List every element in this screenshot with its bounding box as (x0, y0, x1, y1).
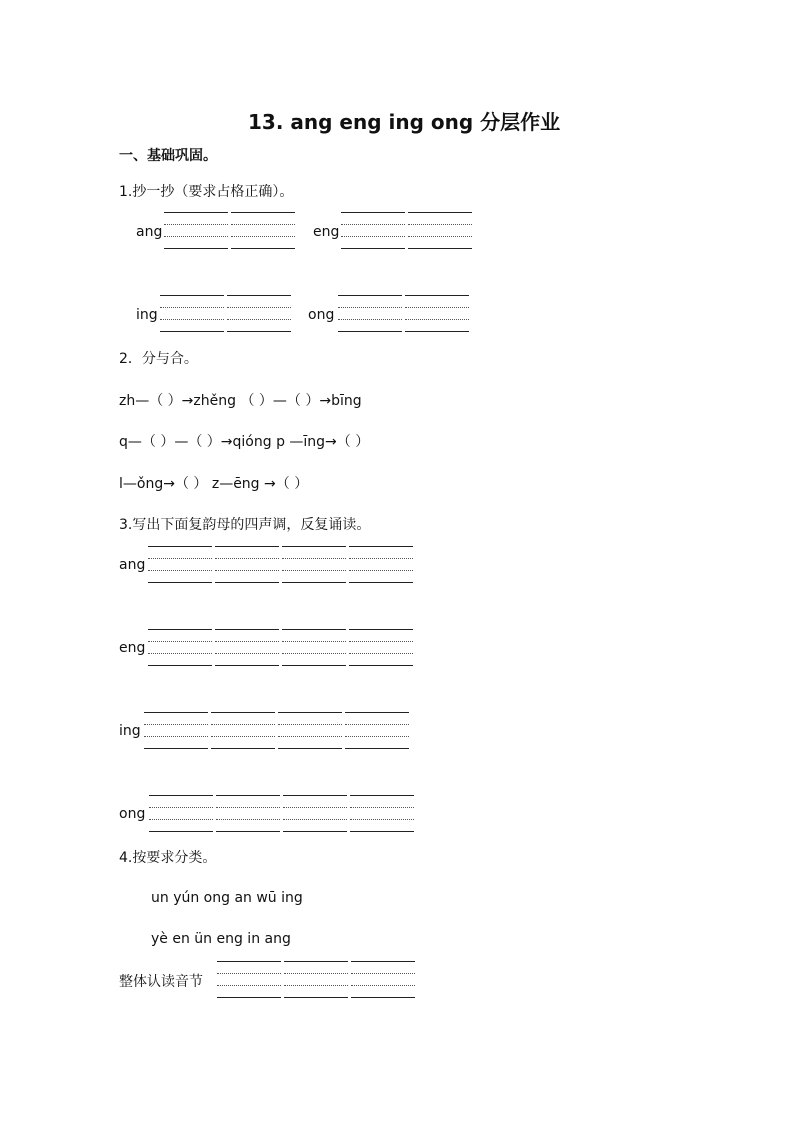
grid-cell[interactable] (349, 546, 413, 582)
q1-label-ing: ing (136, 307, 158, 323)
q2-row-2: q—（ ）—（ ）→qióng p —īng→（ ） (119, 434, 370, 450)
question-3-prompt: 3.写出下面复韵母的四声调，反复诵读。 (119, 517, 371, 533)
grid-cell[interactable] (217, 961, 281, 997)
q2-row-3: l—ǒng→（ ） z—ēng →（ ） (119, 476, 309, 492)
page-title: 13. ang eng ing ong 分层作业 (248, 110, 561, 134)
question-1-prompt: 1.抄一抄（要求占格正确）。 (119, 184, 294, 200)
grid-cell[interactable] (149, 795, 213, 831)
grid-cell[interactable] (144, 712, 208, 748)
section-heading: 一、基础巩固。 (119, 148, 217, 164)
q3-label-ang: ang (119, 557, 146, 573)
grid-cell[interactable] (405, 295, 469, 331)
grid-cell[interactable] (408, 212, 472, 248)
grid-cell[interactable] (211, 712, 275, 748)
grid-cell[interactable] (231, 212, 295, 248)
grid-cell[interactable] (282, 546, 346, 582)
grid-cell[interactable] (148, 546, 212, 582)
q3-label-eng: eng (119, 640, 146, 656)
grid-cell[interactable] (164, 212, 228, 248)
q1-label-eng: eng (313, 224, 340, 240)
grid-cell[interactable] (350, 795, 414, 831)
q2-row-1: zh—（ ）→zhěng （ ）—（ ）→bīng (119, 393, 362, 409)
grid-cell[interactable] (351, 961, 415, 997)
grid-cell[interactable] (215, 546, 279, 582)
question-2-prompt: 2．分与合。 (119, 351, 198, 367)
grid-cell[interactable] (338, 295, 402, 331)
grid-cell[interactable] (283, 795, 347, 831)
grid-cell[interactable] (284, 961, 348, 997)
q4-category-label: 整体认读音节 (119, 974, 203, 990)
question-4-prompt: 4.按要求分类。 (119, 850, 217, 866)
grid-cell[interactable] (345, 712, 409, 748)
grid-cell[interactable] (148, 629, 212, 665)
q4-syllables-row-1: un yún ong an wū ing (151, 890, 303, 906)
q1-label-ong: ong (308, 307, 335, 323)
q3-label-ing: ing (119, 723, 141, 739)
q1-label-ang: ang (136, 224, 163, 240)
grid-cell[interactable] (341, 212, 405, 248)
q3-label-ong: ong (119, 806, 146, 822)
q4-syllables-row-2: yè en ün eng in ang (151, 931, 291, 947)
grid-cell[interactable] (278, 712, 342, 748)
grid-cell[interactable] (282, 629, 346, 665)
grid-cell[interactable] (349, 629, 413, 665)
grid-cell[interactable] (215, 629, 279, 665)
grid-cell[interactable] (216, 795, 280, 831)
grid-cell[interactable] (227, 295, 291, 331)
grid-cell[interactable] (160, 295, 224, 331)
